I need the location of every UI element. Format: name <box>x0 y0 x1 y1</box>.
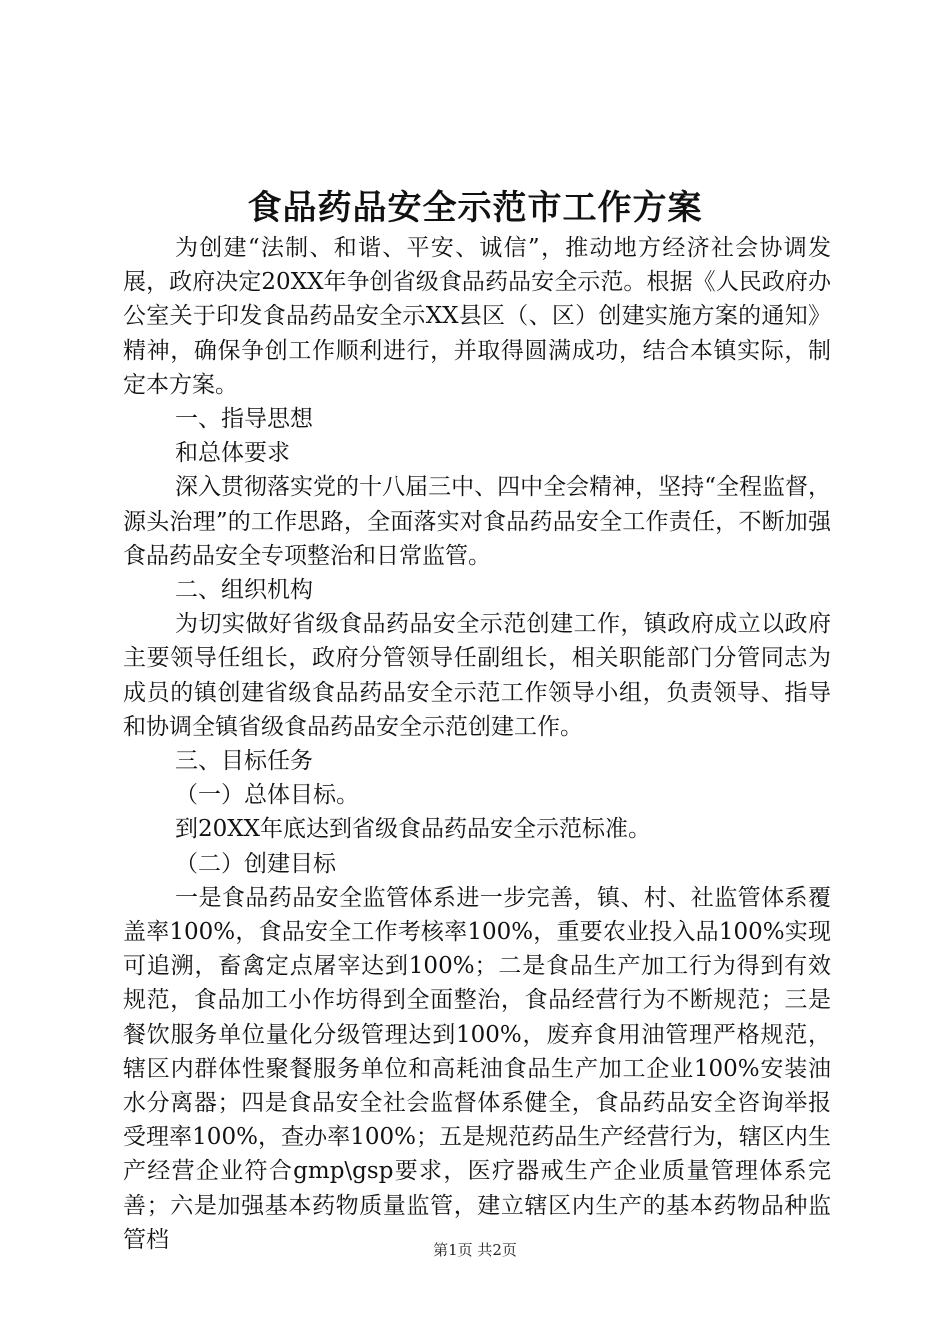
page-footer: 第1页 共2页 <box>433 1241 517 1259</box>
section-heading-continuation: 和总体要求 <box>175 440 290 467</box>
guiding-ideology-paragraph: 深入贯彻落实党的十八届三中、四中全会精神，坚持“全程监督，源头治理”的工作思路，全面落实对食品药品安全工作责任，不断加强食品药品安全专项整治和日常监管。 <box>123 474 831 569</box>
document-title: 食品药品安全示范市工作方案 <box>247 188 703 228</box>
subheading-creation-goals: （二）创建目标 <box>175 850 336 877</box>
creation-goals-paragraph: 一是食品药品安全监管体系进一步完善，镇、村、社监管体系覆盖率100%，食品安全工作考核率100%，重要农业投入品100%实现可追溯，畜禽定点屠宰达到100%；二是食品生产加工行为得到有效规范，食品加工小作坊得到全面整治，食品经营行为不断规范；三是餐饮服务单位量化分级管理达到100%，废弃食用油管理严格规范，辖区内群体性聚餐服务单位和高耗油食品生产加工企业100%安装油水分离器；四是食品安全社会监督体系健全，食品药品安全咨询举报受理率100%，查办率100%；五是规范药品生产经营行为，辖区内生产经营企业符合gmp\gsp要求，医疗器戒生产企业质量管理体系完善；六是加强基本药物质量监管，建立辖区内生产的基本药物品种监管档 <box>123 884 831 1253</box>
document-body <box>123 231 831 1257</box>
section-heading-objectives: 三、目标任务 <box>175 748 313 775</box>
intro-paragraph: 为创建“法制、和谐、平安、诚信”，推动地方经济社会协调发展，政府决定20XX年争创省级食品药品安全示范。根据《人民政府办公室关于印发食品药品安全示XX县区（、区）创建实施方案的通知》精神，确保争创工作顺利进行，并取得圆满成功，结合本镇实际，制定本方案。 <box>123 235 831 398</box>
section-heading-organization: 二、组织机构 <box>175 577 313 604</box>
overall-goal-paragraph: 到20XX年底达到省级食品药品安全示范标准。 <box>175 816 652 843</box>
subheading-overall-goal: （一）总体目标。 <box>175 782 359 809</box>
section-heading-guiding-ideology: 一、指导思想 <box>175 406 313 433</box>
organization-paragraph: 为切实做好省级食品药品安全示范创建工作，镇政府成立以政府主要领导任组长，政府分管领导任副组长，相关职能部门分管同志为成员的镇创建省级食品药品安全示范工作领导小组，负责领导、指导和协调全镇省级食品药品安全示范创建工作。 <box>123 611 831 740</box>
